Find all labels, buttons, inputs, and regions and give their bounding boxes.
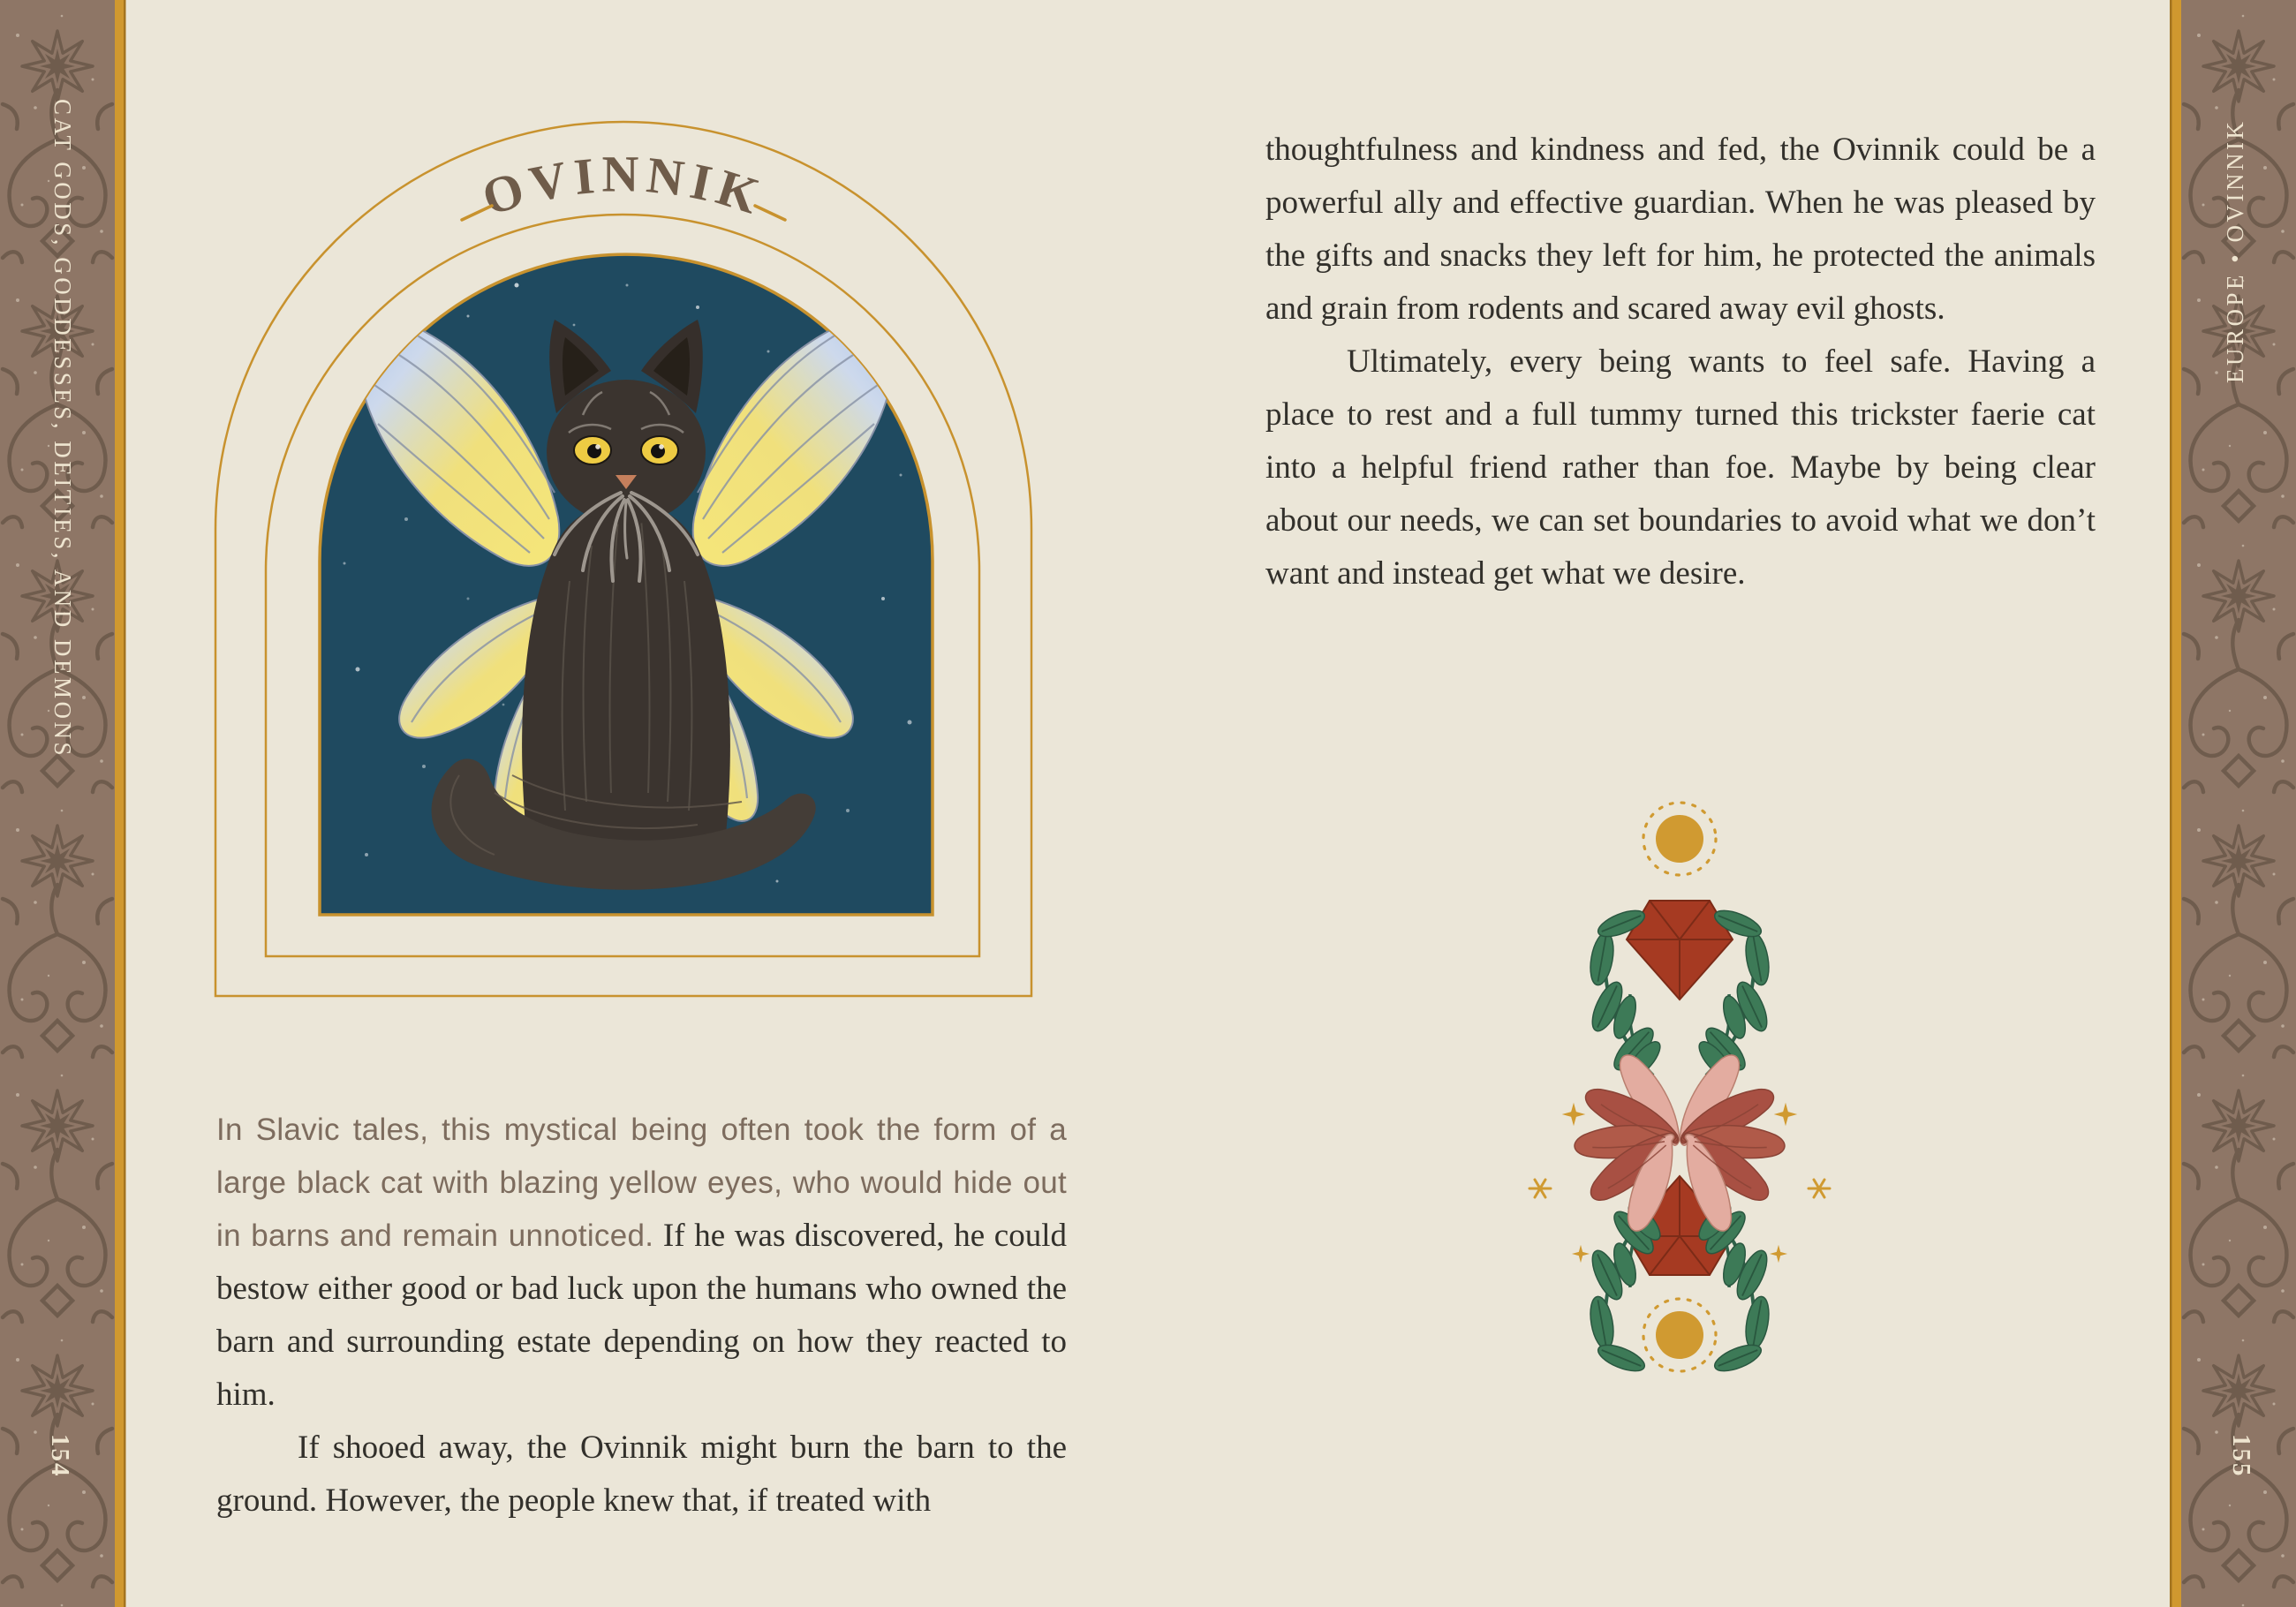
sparkle-icon bbox=[1529, 1180, 1551, 1197]
left-page-body bbox=[216, 1104, 1067, 1528]
right-page-body bbox=[1265, 124, 2096, 600]
paragraph: thoughtfulness and kindness and fed, the Ovinnik could be a powerful ally and effective guardian. When he was pleased by the gifts and snacks they left for him, he protected the animals and grain from rodents and scared away evil ghosts. bbox=[1265, 132, 2096, 327]
paragraph: If shooed away, the Ovinnik might burn the barn to the ground. However, the people knew that, if treated with bbox=[216, 1430, 1067, 1519]
page-title: OVINNIK bbox=[475, 145, 772, 227]
floral-ornament bbox=[1521, 795, 1839, 1377]
sun-icon-bottom bbox=[1643, 1299, 1716, 1371]
leaf-branch-lower-right bbox=[1694, 1196, 1772, 1377]
right-border-caption: EUROPE • OVINNIK bbox=[2222, 118, 2248, 383]
leaf-branch-lower-left bbox=[1586, 1196, 1665, 1377]
left-border-caption: CAT GODS, GODDESSES, DEITIES, AND DEMONS bbox=[49, 99, 76, 759]
ovinnik-arch-illustration bbox=[203, 104, 1046, 1001]
paragraph: Ultimately, every being wants to feel safe. Having a place to rest and a full tummy turned this trickster faerie cat into a helpful friend rather than foe. Maybe by being clear about our needs, we can set boundaries to avoid what we don’t want and instead get what we desire. bbox=[1265, 343, 2096, 592]
lead-sentence: In Slavic tales, this mystical being often took the form of a large black cat with blazing yellow eyes, who would hide out in barns and remain unnoticed. bbox=[216, 1113, 1067, 1253]
paragraph-continuation: If he was discovered, he could bestow either good or bad luck upon the humans who owned the barn and surrounding estate depending on how they reacted to him. bbox=[216, 1218, 1067, 1413]
paragraph bbox=[216, 1104, 1067, 1422]
left-page-number: 154 bbox=[46, 1434, 74, 1478]
right-gold-trim bbox=[2171, 0, 2181, 1607]
sun-icon-top bbox=[1643, 803, 1716, 875]
sparkle-icon bbox=[1809, 1180, 1830, 1197]
right-page-number: 155 bbox=[2227, 1434, 2255, 1478]
